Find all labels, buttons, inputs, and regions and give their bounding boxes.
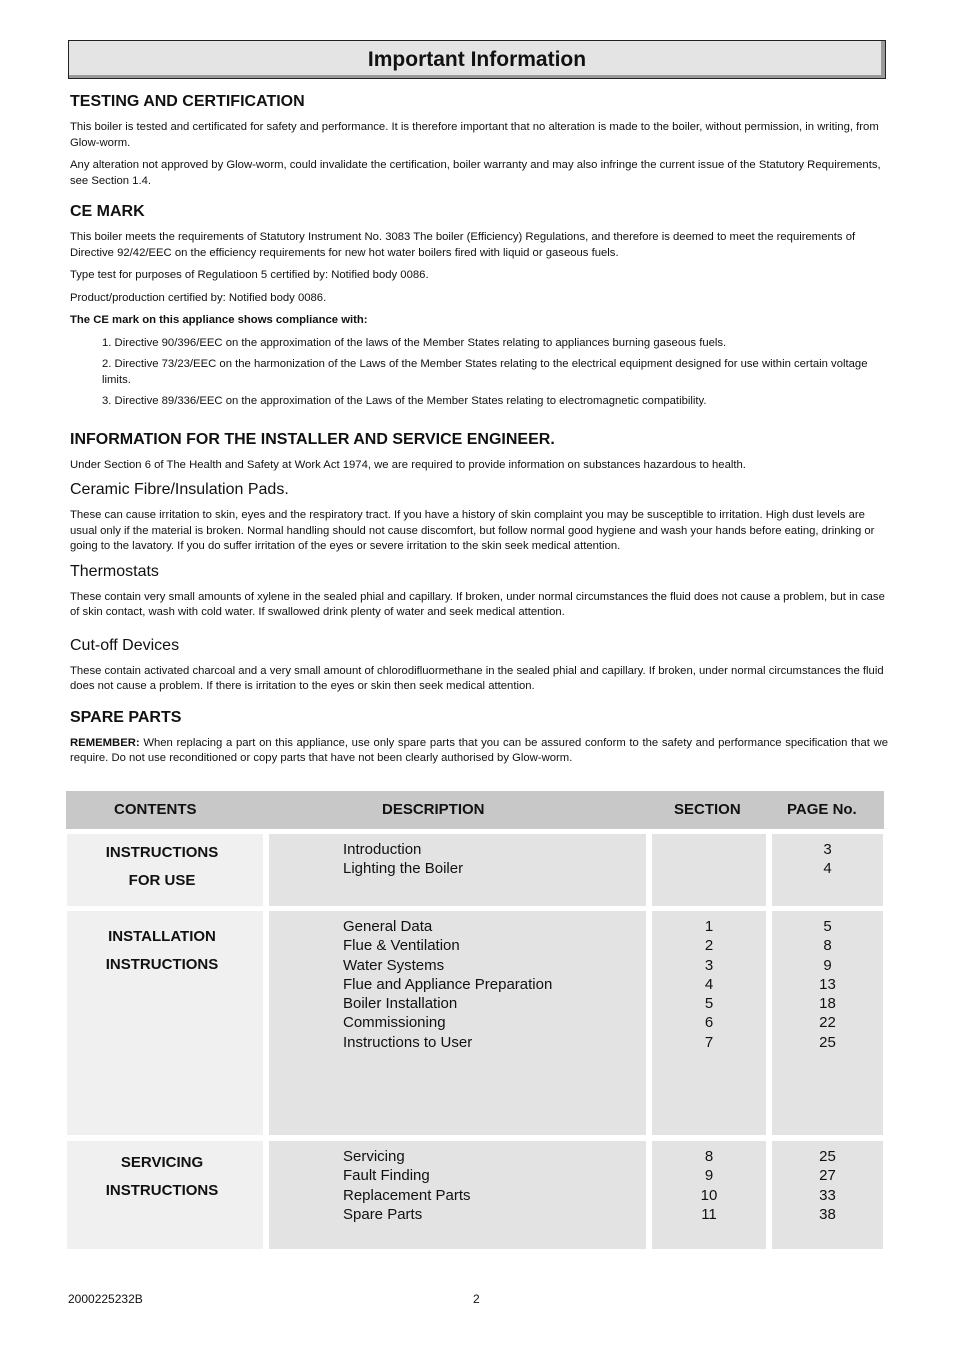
- ce-paragraph-3: Product/production certified by: Notified body 0086.: [70, 291, 327, 304]
- header-contents: CONTENTS: [114, 801, 197, 818]
- description-item: Lighting the Boiler: [343, 860, 464, 878]
- cutoff-devices-text: These contain activated charcoal and a very small amount of chlorodifluormethane in the sealed phial and capillary. If broken, under normal circumstances the fluid does not cause a problem. If there is irritation to the eyes or skin then seek medical attention.: [70, 664, 884, 692]
- table-row-description-cell: [269, 834, 646, 906]
- section-number: 6: [704, 1014, 714, 1032]
- contents-label: SERVICING: [120, 1154, 204, 1171]
- page-number: 33: [819, 1186, 836, 1204]
- page-title: Important Information: [367, 47, 587, 71]
- contents-label: INSTRUCTIONS: [105, 844, 219, 861]
- main-content: [70, 92, 888, 774]
- installer-info-paragraph: Under Section 6 of The Health and Safety at Work Act 1974, we are required to provide information on substances hazardous to health.: [70, 458, 746, 471]
- table-row-section-cell: [652, 1141, 766, 1249]
- thermostats-text: These contain very small amounts of xylene in the sealed phial and capillary. If broken, under normal circumstances the fluid does not cause a problem, but in case of skin contact, wash with cold water. If swallowed drink plenty of water and seek medical attention.: [70, 590, 885, 618]
- remember-text: When replacing a part on this appliance, use only spare parts that you can be assured conform to the safety and performance specification that we require. Do not use reconditioned or copy parts that have not been clearly authorised by Glow-worm.: [70, 736, 888, 764]
- page-number: 5: [823, 918, 832, 935]
- page-number: 13: [819, 975, 836, 993]
- remember-note: [70, 736, 888, 767]
- directive-item: 2. Directive 73/23/EEC on the harmonization of the Laws of the Member States relating to the electrical equipment designed for use within certain voltage limits.: [102, 358, 868, 386]
- cutoff-devices-heading: Cut-off Devices: [70, 636, 180, 654]
- header-page-no: PAGE No.: [787, 801, 857, 818]
- page-number: 4: [823, 860, 832, 878]
- section-number: 7: [704, 1033, 714, 1051]
- section-number: 1: [704, 918, 714, 935]
- page-number: 3: [823, 841, 832, 858]
- page-title-box: [68, 40, 886, 79]
- table-row-description-cell: [269, 911, 646, 1135]
- table-header-row: [66, 791, 884, 829]
- page-number: 38: [819, 1205, 836, 1223]
- table-row-section-cell: [652, 911, 766, 1135]
- page-number: 25: [819, 1148, 836, 1165]
- page-number: 8: [823, 937, 832, 955]
- description-item: Commissioning: [343, 1014, 446, 1032]
- page-number: 9: [823, 956, 832, 974]
- remember-label: REMEMBER:: [70, 736, 140, 749]
- description-item: Flue and Appliance Preparation: [343, 975, 553, 993]
- ce-compliance-intro: The CE mark on this appliance shows compliance with:: [70, 314, 368, 326]
- description-item: Spare Parts: [343, 1205, 423, 1223]
- testing-paragraph-2: Any alteration not approved by Glow-worm, could invalidate the certification, boiler warranty and may also infringe the current issue of the Statutory Requirements, see Section 1.4.: [70, 159, 881, 187]
- section-number: 3: [704, 956, 714, 974]
- spare-parts-heading: SPARE PARTS: [70, 708, 182, 726]
- section-number: 2: [704, 937, 714, 955]
- document-number: 2000225232B: [68, 1292, 143, 1306]
- table-row-section-cell: [652, 834, 766, 906]
- description-item: Water Systems: [343, 956, 445, 974]
- page-number: 25: [819, 1033, 836, 1051]
- description-item: Fault Finding: [343, 1167, 430, 1185]
- table-row-contents-cell: [67, 834, 263, 906]
- page-number: 27: [819, 1167, 836, 1185]
- table-row-description-cell: [269, 1141, 646, 1249]
- description-item: General Data: [343, 918, 433, 935]
- section-number: 5: [704, 995, 714, 1013]
- directive-item: 3. Directive 89/336/EEC on the approximation of the Laws of the Member States relating to electromagnetic compatibility.: [102, 395, 707, 407]
- section-number: 11: [701, 1205, 717, 1223]
- ce-paragraph-1: This boiler meets the requirements of Statutory Instrument No. 3083 The boiler (Efficiency) Regulations, and therefore is deemed to meet the requirements of Directive 92/42/EEC on the efficiency requirements for new hot water boilers fired with liquid or gaseous fuels.: [70, 231, 856, 259]
- section-number: 8: [704, 1148, 714, 1165]
- table-row-page-cell: [772, 834, 883, 906]
- header-description: DESCRIPTION: [382, 801, 485, 818]
- header-section: SECTION: [674, 801, 741, 818]
- table-row-page-cell: [772, 911, 883, 1135]
- page-number: 18: [819, 995, 836, 1013]
- thermostats-heading: Thermostats: [70, 562, 159, 580]
- directive-list: [102, 336, 888, 410]
- ce-mark-heading: CE MARK: [70, 203, 145, 220]
- contents-label: INSTRUCTIONS: [105, 956, 219, 973]
- description-item: Boiler Installation: [343, 995, 458, 1013]
- section-number: 4: [704, 975, 714, 993]
- description-item: Servicing: [343, 1148, 405, 1165]
- contents-label: FOR USE: [128, 872, 196, 889]
- testing-paragraph-1: This boiler is tested and certificated for safety and performance. It is therefore important that no alteration is made to the boiler, without permission, in writing, from Glow-worm.: [70, 121, 879, 149]
- table-row-contents-cell: [67, 1141, 263, 1249]
- ceramic-fibre-text: These can cause irritation to skin, eyes and the respiratory tract. If you have a history of skin complaint you may be susceptible to irritation. High dust levels are usual only if the material is broken. Normal handling should not cause discomfort, but follow normal good hygiene and wash your hands before eating, drinking or going to the lavatory. If you do suffer irritation of the eyes or severe irritation to the skin seek medical attention.: [70, 509, 875, 552]
- ceramic-fibre-heading: Ceramic Fibre/Insulation Pads.: [70, 481, 289, 498]
- description-item: Flue & Ventilation: [343, 937, 460, 955]
- section-number: 9: [704, 1167, 714, 1185]
- contents-label: INSTALLATION: [108, 928, 216, 945]
- section-number: 10: [700, 1186, 718, 1204]
- directive-item: 1. Directive 90/396/EEC on the approximation of the laws of the Member States relating to appliances burning gaseous fuels.: [102, 336, 727, 349]
- description-item: Introduction: [343, 841, 422, 858]
- contents-label: INSTRUCTIONS: [105, 1182, 219, 1199]
- table-row-page-cell: [772, 1141, 883, 1249]
- description-item: Instructions to User: [343, 1033, 473, 1051]
- description-item: Replacement Parts: [343, 1186, 471, 1204]
- table-row-contents-cell: [67, 911, 263, 1135]
- ce-paragraph-2: Type test for purposes of Regulatioon 5 certified by: Notified body 0086.: [70, 269, 429, 281]
- page-number: 22: [819, 1014, 836, 1032]
- page-number-footer: 2: [473, 1292, 480, 1306]
- testing-heading: TESTING AND CERTIFICATION: [70, 93, 305, 110]
- installer-info-heading: INFORMATION FOR THE INSTALLER AND SERVICE ENGINEER.: [70, 430, 555, 448]
